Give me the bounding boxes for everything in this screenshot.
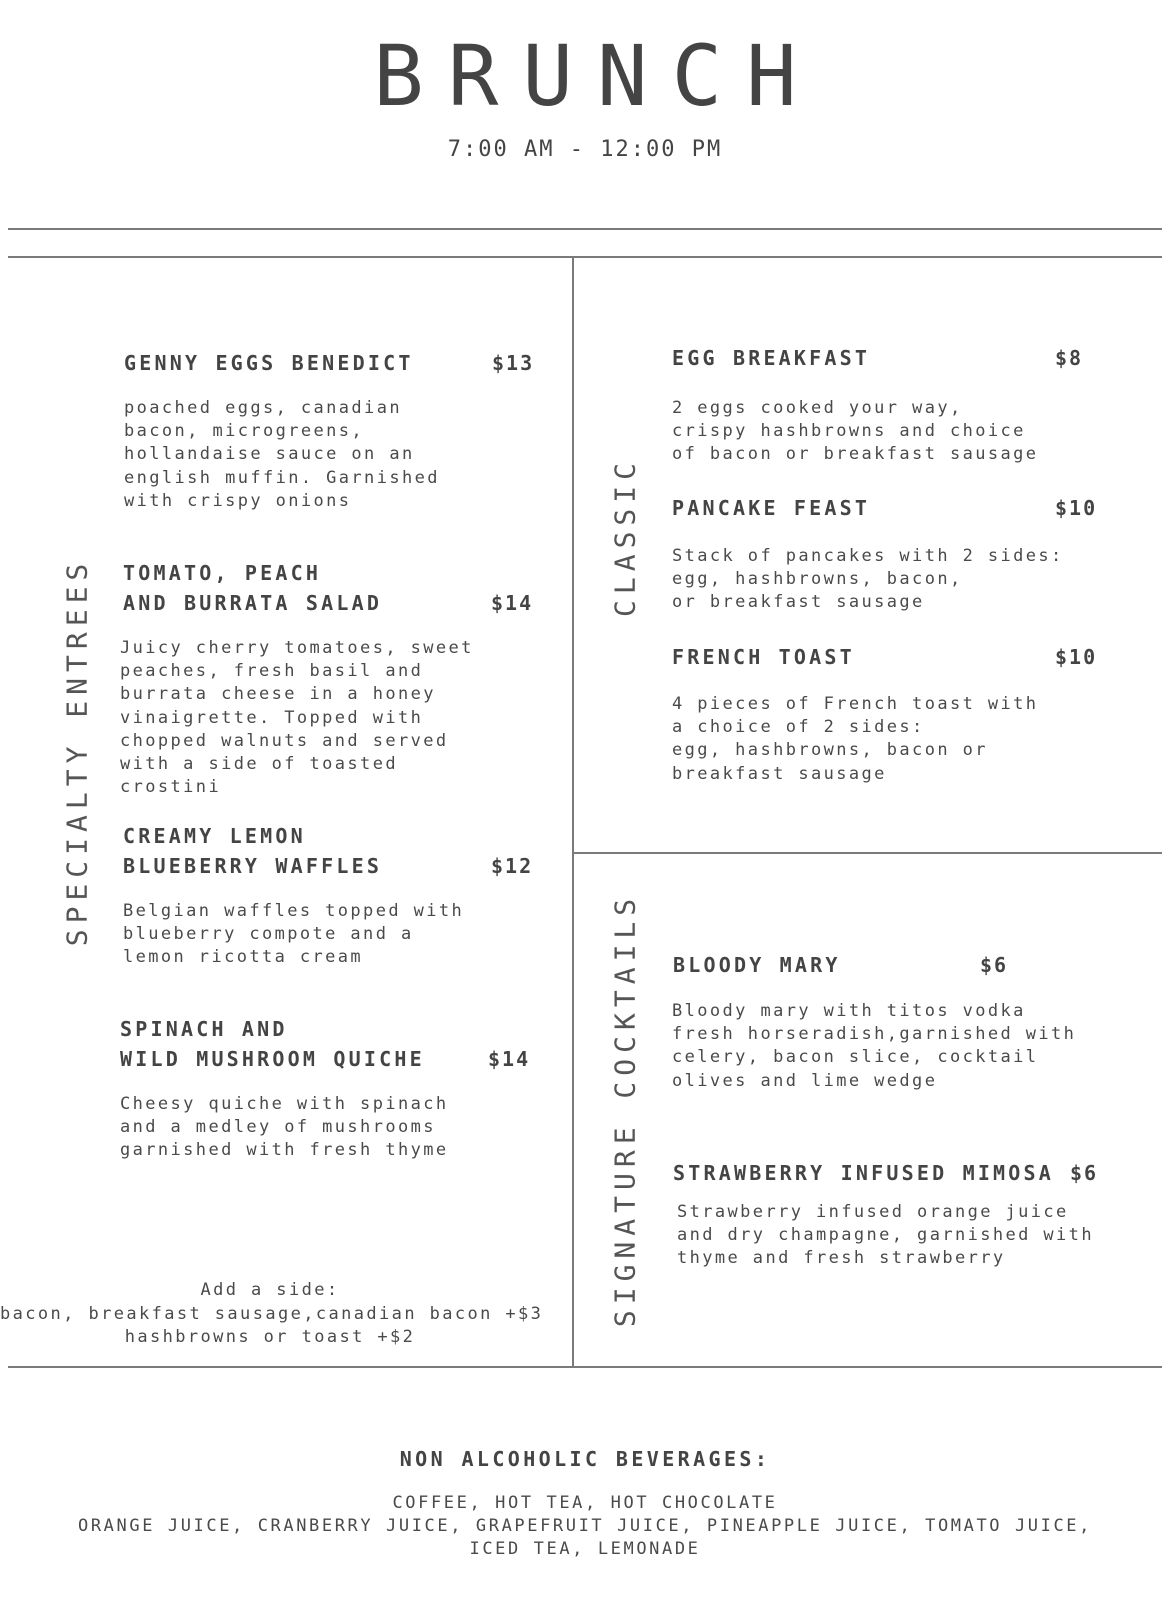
classic-label: CLASSIC — [608, 456, 642, 618]
item-description: Bloody mary with titos vodka fresh horseradish,garnished with celery, bacon slice, cocktail olives and lime wedge — [672, 1001, 1077, 1091]
item-name: FRENCH TOAST — [672, 645, 855, 669]
add-side-line-1: bacon, breakfast sausage,canadian bacon +$3 — [0, 1304, 544, 1324]
item-description: Juicy cherry tomatoes, sweet peaches, fresh basil and burrata cheese in a honey vinaigrette. Topped with chopped walnuts and served with a side of toasted crostini — [120, 638, 474, 798]
top-divider-2 — [8, 256, 1162, 258]
item-description: Stack of pancakes with 2 sides: egg, hashbrowns, bacon, or breakfast sausage — [672, 546, 1064, 613]
item-price: $12 — [491, 854, 534, 878]
item-name: CREAMY LEMON BLUEBERRY WAFFLES — [123, 824, 383, 878]
menu-title: BRUNCH — [373, 27, 821, 125]
item-price: $6 — [1070, 1161, 1099, 1185]
item-price: $10 — [1055, 645, 1098, 669]
item-price: $14 — [491, 591, 534, 615]
item-description: 4 pieces of French toast with a choice of 2 sides: egg, hashbrowns, bacon or breakfast sausage — [672, 694, 1039, 784]
top-divider-1 — [8, 228, 1162, 230]
item-description: 2 eggs cooked your way, crispy hashbrowns and choice of bacon or breakfast sausage — [672, 398, 1039, 465]
item-name: EGG BREAKFAST — [672, 346, 871, 370]
item-price: $6 — [980, 953, 1009, 977]
service-hours: 7:00 AM - 12:00 PM — [447, 137, 723, 162]
item-description: Cheesy quiche with spinach and a medley of mushrooms garnished with fresh thyme — [120, 1094, 449, 1161]
beverages-line-2: ORANGE JUICE, CRANBERRY JUICE, GRAPEFRUIT JUICE, PINEAPPLE JUICE, TOMATO JUICE, — [78, 1516, 1092, 1536]
item-description: poached eggs, canadian bacon, microgreens, hollandaise sauce on an english muffin. Garnished with crispy onions — [124, 398, 440, 511]
specialty-entrees-label: SPECIALTY ENTREES — [60, 557, 94, 947]
item-name: SPINACH AND WILD MUSHROOM QUICHE — [120, 1017, 425, 1071]
right-column-divider — [573, 852, 1162, 854]
bottom-divider — [8, 1366, 1162, 1368]
item-name: GENNY EGGS BENEDICT — [124, 351, 414, 375]
add-side-title: Add a side: — [200, 1280, 340, 1300]
item-price: $10 — [1055, 496, 1098, 520]
item-name: PANCAKE FEAST — [672, 496, 871, 520]
item-price: $13 — [492, 351, 535, 375]
beverages-line-3: ICED TEA, LEMONADE — [469, 1539, 701, 1559]
item-description: Belgian waffles topped with blueberry compote and a lemon ricotta cream — [123, 901, 465, 968]
signature-cocktails-label: SIGNATURE COCKTAILS — [608, 892, 642, 1328]
beverages-line-1: COFFEE, HOT TEA, HOT CHOCOLATE — [392, 1493, 778, 1513]
item-name: TOMATO, PEACH AND BURRATA SALAD — [123, 561, 383, 615]
item-name: STRAWBERRY INFUSED MIMOSA — [673, 1161, 1055, 1185]
column-divider — [572, 257, 574, 1366]
item-price: $8 — [1055, 346, 1084, 370]
add-side-line-2: hashbrowns or toast +$2 — [124, 1327, 416, 1347]
beverages-heading: NON ALCOHOLIC BEVERAGES: — [399, 1447, 771, 1471]
item-description: Strawberry infused orange juice and dry champagne, garnished with thyme and fresh strawberry — [677, 1202, 1094, 1269]
item-price: $14 — [488, 1047, 531, 1071]
item-name: BLOODY MARY — [673, 953, 841, 977]
